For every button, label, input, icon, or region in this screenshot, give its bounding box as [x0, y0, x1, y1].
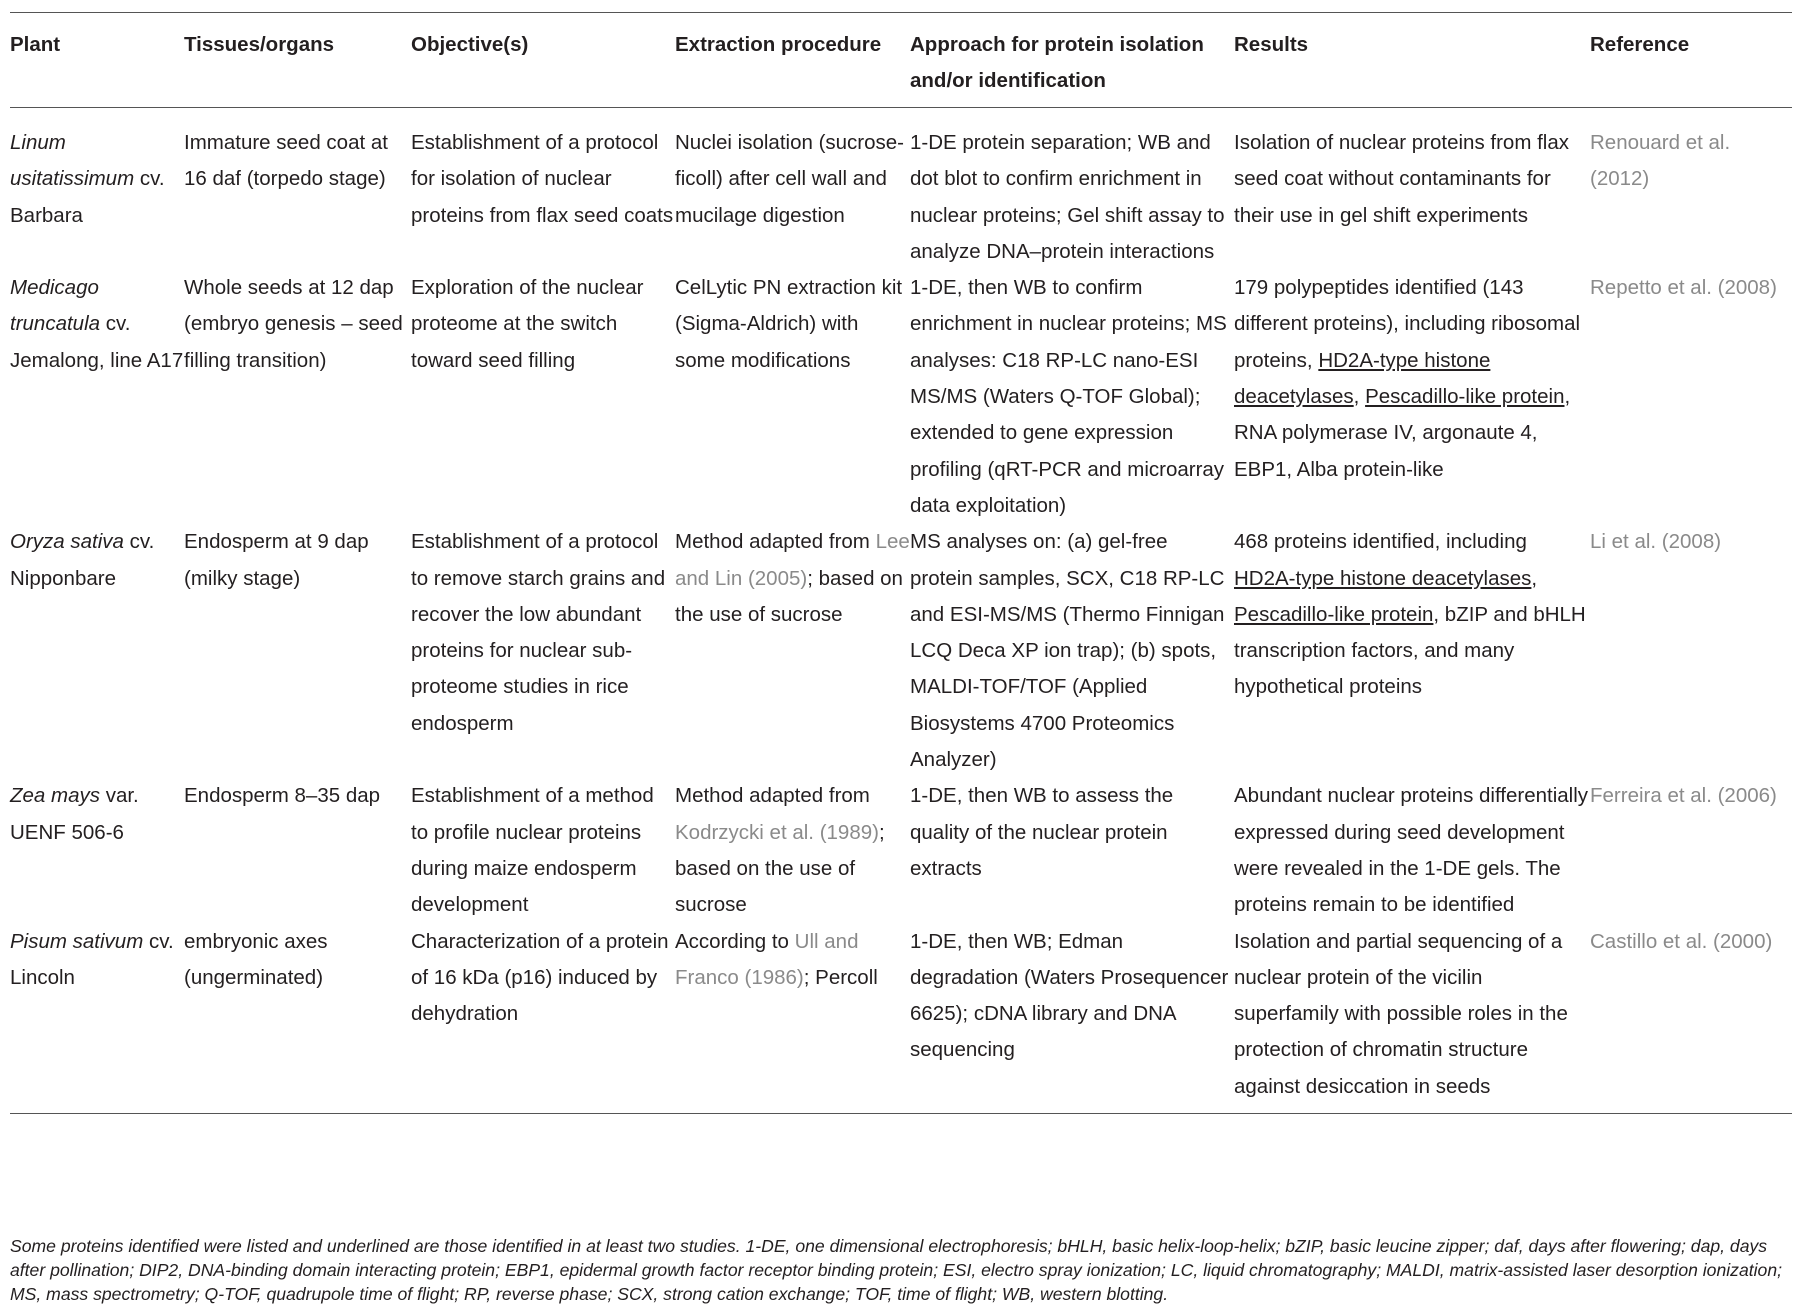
extraction-text: According to [675, 929, 795, 953]
plant-cultivar: cv. Lincoln [10, 929, 174, 989]
plant-cell [10, 778, 184, 923]
approach-cell: 1-DE, then WB to confirm enrichment in nuclear proteins; MS analyses: C18 RP-LC nano-ESI MS/MS (Waters Q-TOF Global); extended to gene expression profiling (qRT-PCR and microarray data exploitation) [910, 276, 1227, 517]
header-objectives: Objective(s) [411, 13, 675, 108]
plant-cultivar: var. UENF 506-6 [10, 784, 139, 844]
objective-cell: Establishment of a method to profile nuclear proteins during maize endosperm development [411, 784, 654, 917]
plant-species: Medicago truncatula [10, 276, 101, 336]
reference-link[interactable]: Li et al. (2008) [1590, 530, 1722, 554]
plant-cell [10, 270, 184, 524]
proteomics-table-container [10, 12, 1792, 1114]
plant-cell [10, 524, 184, 778]
extraction-cell: CelLytic PN extraction kit (Sigma-Aldrich) with some modifications [675, 276, 903, 372]
plant-cell [10, 108, 184, 271]
tissue-cell: Whole seeds at 12 dap (embryo genesis – seed filling transition) [184, 276, 403, 372]
objective-cell: Characterization of a protein of 16 kDa (p16) induced by dehydration [411, 924, 675, 1114]
header-plant: Plant [10, 13, 184, 108]
plant-cultivar: cv. Jemalong, line A17 [10, 312, 184, 372]
plant-species: Zea mays [10, 784, 100, 808]
tissue-cell: Immature seed coat at 16 daf (torpedo stage) [184, 131, 388, 191]
results-cell: Abundant nuclear proteins differentially expressed during seed development were revealed in the 1-DE gels. The proteins remain to be identified [1234, 784, 1589, 917]
results-cell: Isolation of nuclear proteins from flax seed coat without contaminants for their use in gel shift experiments [1234, 131, 1569, 227]
extraction-reference-link[interactable]: Kodrzycki et al. (1989) [675, 820, 879, 844]
results-text: , [1531, 566, 1538, 590]
approach-cell: MS analyses on: (a) gel-free protein samples, SCX, C18 RP-LC and ESI-MS/MS (Thermo Finnigan LCQ Deca XP ion trap); (b) spots, MALDI-TOF/TOF (Applied Biosystems 4700 Proteomics Analyzer) [910, 530, 1225, 772]
tissue-cell: embryonic axes (ungerminated) [184, 924, 411, 1114]
reference-link[interactable]: Repetto et al. (2008) [1590, 276, 1777, 300]
header-results: Results [1234, 13, 1590, 108]
objective-cell: Exploration of the nuclear proteome at the switch toward seed filling [411, 276, 644, 372]
results-cell: Isolation and partial sequencing of a nuclear protein of the vicilin superfamily with possible roles in the protection of chromatin structure against desiccation in seeds [1234, 924, 1590, 1114]
results-cell [1234, 270, 1590, 524]
results-text: 468 proteins identified, including [1234, 530, 1527, 554]
underlined-protein: Pescadillo-like protein [1365, 385, 1565, 409]
table-row [10, 524, 1792, 778]
table-row [10, 270, 1792, 524]
objective-cell: Establishment of a protocol for isolation of nuclear proteins from flax seed coats [411, 131, 674, 227]
extraction-cell [675, 524, 910, 778]
underlined-protein: HD2A-type histone deacetylases [1234, 566, 1532, 590]
results-text: , [1353, 385, 1366, 409]
header-extraction: Extraction procedure [675, 13, 910, 108]
objective-cell: Establishment of a protocol to remove starch grains and recover the low abundant proteins for nuclear sub-proteome studies in rice endosperm [411, 530, 666, 735]
header-reference: Reference [1590, 13, 1792, 108]
approach-cell: 1-DE, then WB to assess the quality of the nuclear protein extracts [910, 784, 1174, 880]
reference-link[interactable]: Castillo et al. (2000) [1590, 924, 1792, 1114]
extraction-text: Method adapted from [675, 530, 876, 554]
plant-species: Linum usitatissimum [10, 131, 135, 191]
approach-cell: 1-DE protein separation; WB and dot blot to confirm enrichment in nuclear proteins; Gel shift assay to analyze DNA–protein interactions [910, 131, 1225, 263]
results-text: 179 polypeptides identified (143 different proteins), including ribosomal proteins, [1234, 276, 1581, 372]
plant-cultivar: cv. Nipponbare [10, 530, 155, 590]
proteomics-table [10, 12, 1792, 1114]
table-row [10, 924, 1792, 1114]
table-header-row [10, 13, 1792, 108]
extraction-cell [675, 924, 910, 1114]
extraction-text: ; Percoll [803, 965, 878, 989]
table-row [10, 778, 1792, 923]
plant-cultivar: cv. Barbara [10, 167, 165, 227]
results-cell [1234, 524, 1590, 778]
tissue-cell: Endosperm at 9 dap (milky stage) [184, 530, 369, 590]
extraction-text: Method adapted from [675, 784, 870, 808]
header-tissues: Tissues/organs [184, 13, 411, 108]
underlined-protein: HD2A-type histone deacetylases [1234, 348, 1491, 409]
reference-link[interactable]: Renouard et al. (2012) [1590, 131, 1731, 191]
results-text: , bZIP and bHLH transcription factors, and many hypothetical proteins [1234, 602, 1586, 699]
reference-link[interactable]: Ferreira et al. (2006) [1590, 784, 1777, 808]
extraction-cell [675, 778, 910, 923]
tissue-cell: Endosperm 8–35 dap [184, 784, 381, 808]
table-footnote: Some proteins identified were listed and underlined are those identified in at least two studies. 1-DE, one dimensional electrophoresis; bHLH, basic helix-loop-helix; bZIP, basic leucine zipper; daf, days after flowering; dap, days after pollination; DIP2, DNA-binding domain interacting protein; EBP1, epidermal growth factor receptor binding protein; ESI, electro spray ionization; LC, liquid chromatography; MALDI, matrix-assisted laser desorption ionization; MS, mass spectrometry; Q-TOF, quadrupole time of flight; RP, reverse phase; SCX, strong cation exchange; TOF, time of flight; WB, western blotting. [10, 1236, 1782, 1304]
extraction-reference-link[interactable]: Lee and Lin (2005) [675, 530, 910, 590]
plant-species: Pisum sativum [10, 929, 144, 953]
approach-cell: 1-DE, then WB; Edman degradation (Waters Prosequencer 6625); cDNA library and DNA sequencing [910, 924, 1234, 1114]
extraction-text: ; based on the use of sucrose [675, 820, 885, 917]
plant-cell [10, 924, 184, 1114]
extraction-cell: Nuclei isolation (sucrose-ficoll) after cell wall and mucilage digestion [675, 131, 905, 227]
table-row [10, 108, 1792, 271]
extraction-text: ; based on the use of sucrose [675, 566, 903, 626]
header-approach: Approach for protein isolation and/or identification [910, 13, 1234, 108]
results-text: , RNA polymerase IV, argonaute 4, EBP1, Alba protein-like [1234, 385, 1571, 481]
extraction-reference-link[interactable]: Ull and Franco (1986) [675, 929, 859, 989]
underlined-protein: Pescadillo-like protein [1234, 602, 1434, 626]
plant-species: Oryza sativa [10, 530, 124, 554]
